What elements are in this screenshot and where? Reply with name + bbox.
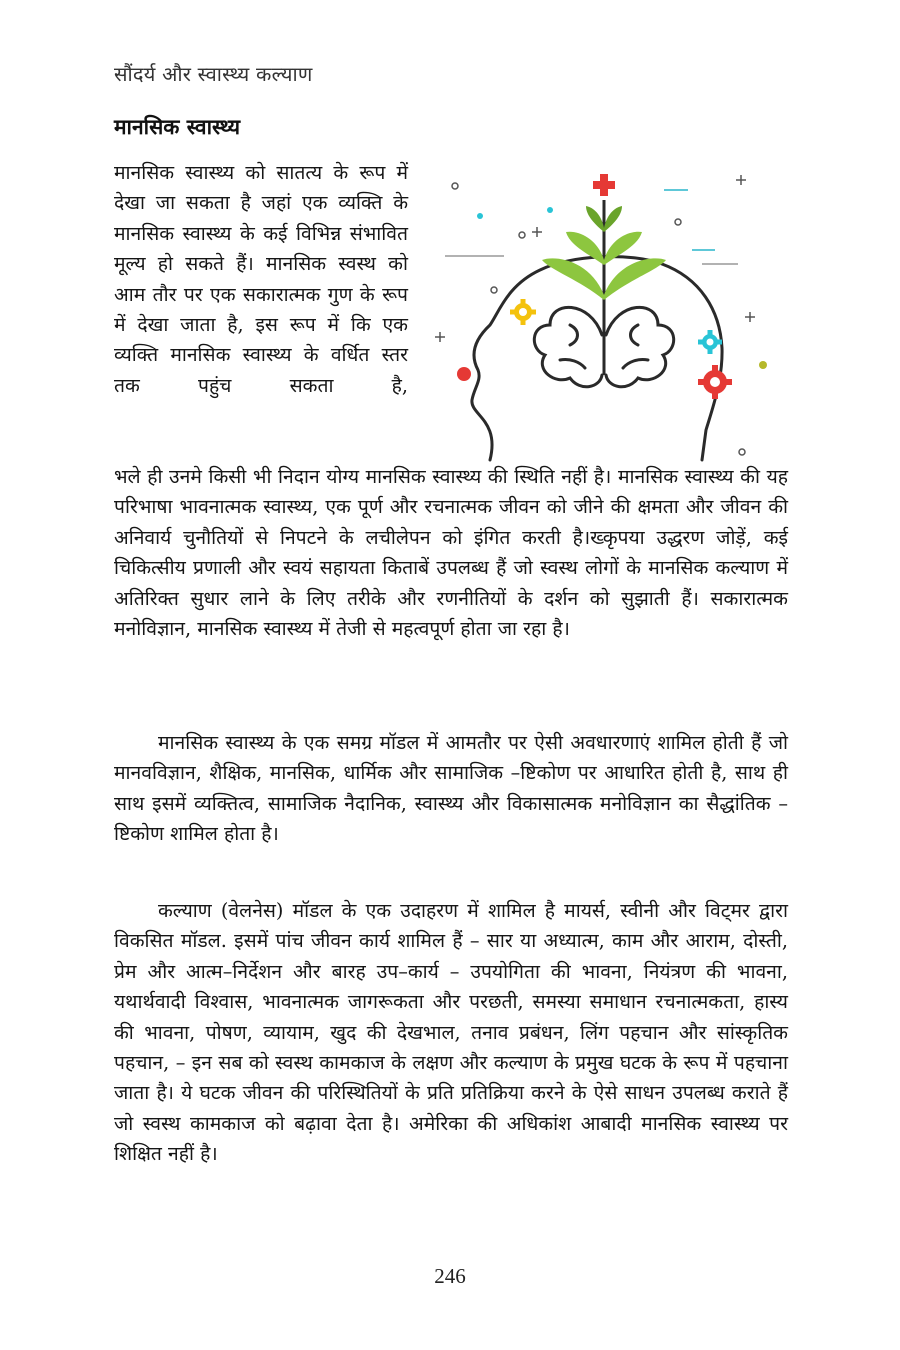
paragraph-2: मानसिक स्वास्थ्य के एक समग्र मॉडल में आमतौर पर ऐसी अवधारणाएं शामिल होती हैं जो मानवविज्ञान, शैक्षिक, मानसिक, धार्मिक और सामाजिक –ष्टिकोण पर आधारित होती है, साथ ही साथ इसमें व्यक्तित्व, सामाजिक नैदानिक, स्वास्थ्य और विकासात्मक मनोविज्ञान का सैद्धांतिक –ष्टिकोण शामिल होता है। (114, 731, 788, 846)
paragraph-1-wrapped: मानसिक स्वास्थ्य को सातत्य के रूप में देखा जा सकता है जहां एक व्यक्ति के मानसिक स्वास्थ्य के कई विभिन्न संभावित मूल्य हो सकते हैं। मानसिक स्वस्थ को आम तौर पर एक सकारात्मक गुण के रूप में देखा जाता है, इस रूप में कि एक व्यक्ति मानसिक स्वास्थ्य के वर्धित स्तर तक पहुंच सकता है, (114, 161, 408, 397)
head-brain-plant-icon (430, 160, 790, 465)
paragraph-1-continued-text: भले ही उनमे किसी भी निदान योग्य मानसिक स्वास्थ्य की स्थिति नहीं है। मानसिक स्वास्थ्य की यह परिभाषा भावनात्मक स्वास्थ्य, एक पूर्ण और रचनात्मक जीवन को जीने की क्षमता और जीवन की अनिवार्य चुनौतियों से निपटने के लचीलेपन को इंगित करती है।ख्कृपया उद्धरण जोड़ें, कई चिकित्सीय प्रणाली और स्वयं सहायता किताबें उपलब्ध हैं जो स्वस्थ लोगों के मानसिक कल्याण में अतिरिक्त सुधार लाने के लिए तरीके और रणनीतियों के दर्शन को सुझाती हैं। सकारात्मक मनोविज्ञान, मानसिक स्वास्थ्य में तेजी से महत्वपूर्ण होता जा रहा है। (114, 465, 788, 641)
section-title: मानसिक स्वास्थ्य (114, 115, 241, 139)
paragraph-3: कल्याण (वेलनेस) मॉडल के एक उदाहरण में शामिल है मायर्स, स्वीनी और विट्मर द्वारा विकसित मॉडल. इसमें पांच जीवन कार्य शामिल हैं – सार या अध्यात्म, काम और आराम, दोस्ती, प्रेम और आत्म–निर्देशन और बारह उप–कार्य – उपयोगिता की भावना, नियंत्रण की भावना, यथार्थवादी विश्वास, भावनात्मक जागरूकता और परछती, समस्या समाधान रचनात्मकता, हास्य की भावना, पोषण, व्यायाम, खुद की देखभाल, तनाव प्रबंधन, लिंग पहचान और सांस्कृतिक पहचान, – इन सब को स्वस्थ कामकाज के लक्षण और कल्याण के प्रमुख घटक के रूप में पहचाना जाता है। ये घटक जीवन की परिस्थितियों के प्रति प्रतिक्रिया करने के ऐसे साधन उपलब्ध कराते हैं जो स्वस्थ कामकाज को बढ़ावा देता है। अमेरिका की अधिकांश आबादी मानसिक स्वास्थ्य पर शिक्षित नहीं है। (114, 899, 788, 1166)
running-header: सौंदर्य और स्वास्थ्य कल्याण (114, 62, 313, 86)
page-number: 246 (434, 1264, 466, 1288)
paragraph-1-continued (114, 462, 788, 644)
